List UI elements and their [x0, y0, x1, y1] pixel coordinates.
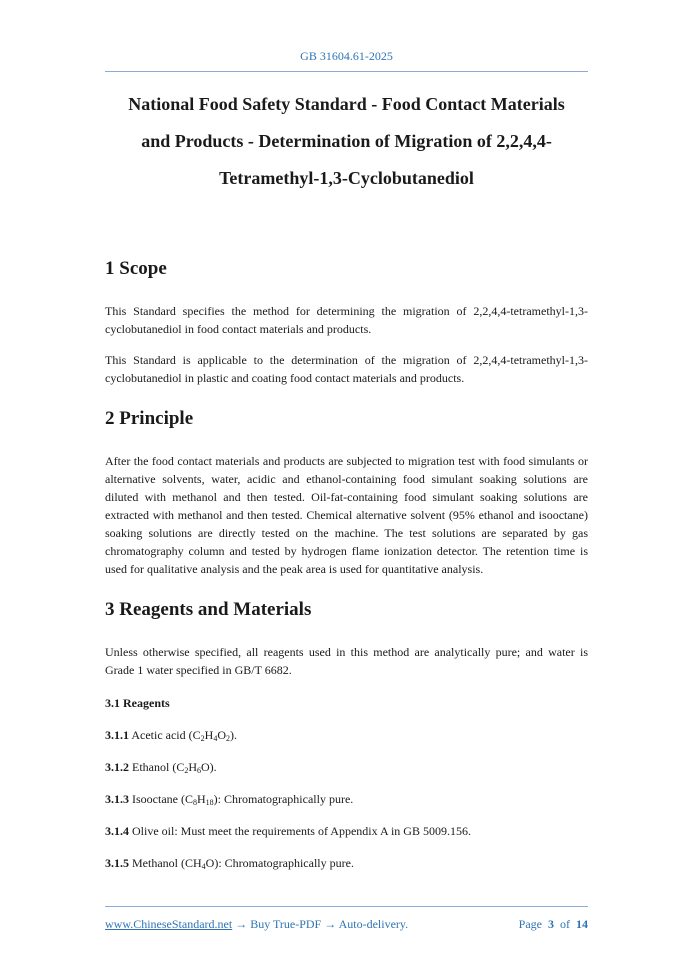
page-header: GB 31604.61-2025	[300, 49, 393, 63]
reagent-item: 3.1.5 Methanol $(CH_4O)$: Chromatographically pure.	[105, 856, 354, 871]
section-heading-scope: 1 Scope	[105, 258, 167, 279]
page-number: Page 3 of 14	[518, 917, 588, 931]
reagent-item: 3.1.3 Isooctane $(C_8H_{18})$: Chromatographically pure.	[105, 792, 354, 807]
section-heading-principle: 2 Principle	[105, 408, 194, 429]
footer-links	[105, 917, 408, 932]
title-line-2: and Products - Determination of Migration of 2,2,4,4-	[141, 131, 552, 151]
total-pages: 14	[576, 917, 588, 931]
website-link[interactable]: www.ChineseStandard.net	[105, 917, 233, 931]
scope-paragraph-1: This Standard specifies the method for determining the migration of 2,2,4,4-tetramethyl-1,3-cyclobutanediol in food contact materials and products.	[105, 304, 588, 336]
reagent-item: 3.1.2 Ethanol $(C_2H_6O)$.	[105, 760, 217, 775]
section-heading-reagents: 3 Reagents and Materials	[105, 599, 312, 620]
subheading-reagents: 3.1 Reagents	[105, 696, 170, 710]
reagent-item: 3.1.1 Acetic acid $(C_2H_4O_2)$.	[105, 728, 237, 743]
current-page: 3	[548, 917, 554, 931]
footer-divider	[105, 906, 588, 907]
buy-pdf-text: Buy True-PDF	[250, 917, 322, 931]
reagents-paragraph: Unless otherwise specified, all reagents used in this method are analytically pure; and water is Grade 1 water specified in GB/T 6682.	[105, 645, 588, 677]
arrow-right-icon: →	[235, 917, 248, 931]
header-divider	[105, 71, 588, 72]
auto-delivery-text: Auto-delivery.	[338, 917, 409, 931]
title-line-3: Tetramethyl-1,3-Cyclobutanediol	[219, 168, 474, 188]
principle-paragraph: After the food contact materials and products are subjected to migration test with food simulants or alternative solvents, water, acidic and ethanol-containing food simulant soaking solutions are diluted with methanol and then tested. Oil-fat-containing food simulant soaking solutions are extracted with methanol and then tested. Chemical alternative solvent (95% ethanol and isooctane) soaking solutions are directly tested on the machine. The test solutions are separated by gas chromatography column and tested by hydrogen flame ionization detector. The retention time is used for qualitative analysis and the peak area is used for quantitative analysis.	[105, 454, 588, 576]
scope-paragraph-2: This Standard is applicable to the determination of the migration of 2,2,4,4-tetramethyl-1,3-cyclobutanediol in plastic and coating food contact materials and products.	[105, 353, 588, 385]
title-line-1: National Food Safety Standard - Food Contact Materials	[128, 94, 565, 114]
document-title	[105, 86, 588, 197]
arrow-right-icon: →	[324, 917, 337, 931]
reagent-item: 3.1.4 Olive oil: Must meet the requirements of Appendix A in GB 5009.156.	[105, 824, 471, 838]
